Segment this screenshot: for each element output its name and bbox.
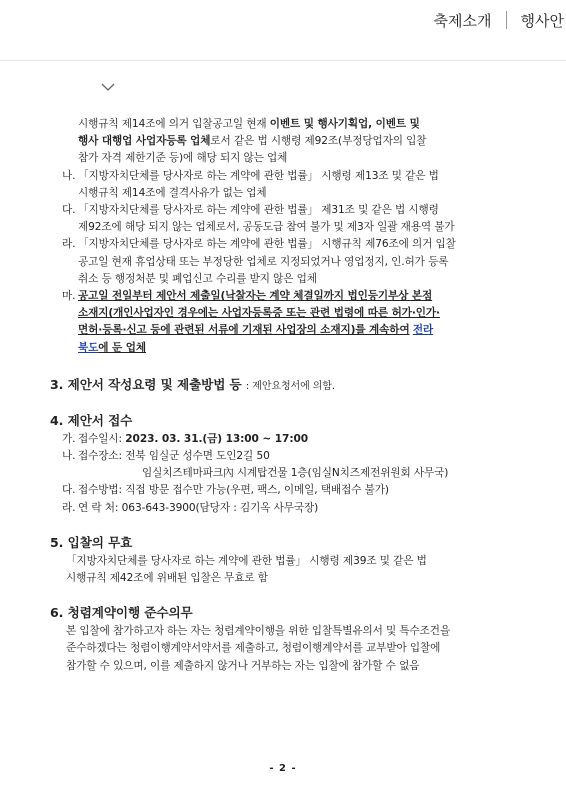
section-4-item-na: 나. 접수장소: 전북 임실군 성수면 도인2길 50 임실치즈테마파크內 시계탑건물 1층(임실N치즈제전위원회 사무국) — [62, 450, 449, 480]
section-4-heading: 4. 제안서 접수 — [50, 412, 133, 428]
chevron-down-icon[interactable] — [101, 82, 115, 92]
nav-event-info[interactable]: 행사안 — [520, 11, 564, 30]
item-marker: 다. — [62, 204, 76, 217]
section-4-item-da: 다. 접수방법: 직접 방문 접수만 가능(우편, 팩스, 이메일, 택배접수 불가) — [62, 484, 389, 497]
section-6-heading: 6. 청렴계약이행 준수의무 — [50, 605, 193, 621]
item-marker: 나. — [62, 169, 76, 182]
item-marker: 라. — [62, 238, 76, 251]
top-navigation — [0, 0, 566, 40]
region-link[interactable]: 전라 — [412, 324, 434, 337]
region-link[interactable]: 북도 — [78, 341, 99, 354]
section-3-heading: 3. 제안서 작성요령 및 제출방법 등 : 제안요청서에 의함. — [50, 376, 335, 392]
section-4-item-ra: 라. 연 락 처: 063-643-3900(담당자 : 김기옥 사무국장) — [62, 501, 319, 514]
item-da: 다. 「지방자치단체를 당사자로 하는 계약에 관한 법률」 제31조 및 같은 법 시행령 제92조에 해당 되지 않는 업체로서, 공동도급 참여 불가 및 제3자 일괄 재용역 불가 — [62, 204, 455, 234]
item-marker: 마. — [62, 290, 76, 303]
document-body — [0, 116, 566, 675]
item-ga-continuation: 시행규칙 제14조에 의거 입찰공고일 현재 이벤트 및 행사기획업, 이벤트 및 행사 대행업 사업자등록 업체로서 같은 법 시행령 제92조(부정당업자의 입찰 참가 자격 제한기준 등)에 해당 되지 않는 업체 — [78, 118, 427, 165]
page-number: - 2 - — [269, 763, 297, 774]
item-na: 나. 「지방자치단체를 당사자로 하는 계약에 관한 법률」 시행령 제13조 및 같은 법 시행규칙 제14조에 결격사유가 없는 업체 — [62, 169, 439, 199]
nav-festival-intro[interactable]: 축제소개 — [433, 11, 492, 30]
section-4-item-ga: 가. 접수일시: 2023. 03. 31.(금) 13:00 ~ 17:00 — [62, 432, 308, 445]
section-6-body: 본 입찰에 참가하고자 하는 자는 청렴계약이행을 위한 입찰특별유의서 및 특수조건을 준수하겠다는 청렴이행계약서약서를 제출하고, 청렴이행계약서를 교부받아 입찰에 참가할 수 있으며, 이를 제출하지 않거나 거부하는 자는 입찰에 참가할 수 없음 — [66, 625, 451, 672]
header-divider — [0, 60, 566, 61]
item-ma: 마. 공고일 전일부터 제안서 제출일(낙찰자는 계약 체결일까지 법인등기부상 본점 소재지(개인사업자인 경우에는 사업자등록증 또는 관련 법령에 따른 허가·인가· 면허·등록·신고 등에 관련된 서류에 기재된 사업장의 소재지)를 계속하여 전라 북도에 둔 업체 — [62, 290, 440, 354]
section-5-heading: 5. 입찰의 무효 — [50, 534, 133, 550]
item-ra: 라. 「지방자치단체를 당사자로 하는 계약에 관한 법률」 시행규칙 제76조에 의거 입찰 공고일 현재 휴업상태 또는 부정당한 업체로 지정되었거나 영업정지, 인.허가 등록 취소 등 행정처분 및 폐업신고 수리를 받지 않은 업체 — [62, 238, 456, 285]
section-5-body: 「지방자치단체를 당사자로 하는 계약에 관한 법률」 시행령 제39조 및 같은 법 시행규칙 제42조에 위배된 입찰은 무효로 함 — [66, 554, 427, 585]
